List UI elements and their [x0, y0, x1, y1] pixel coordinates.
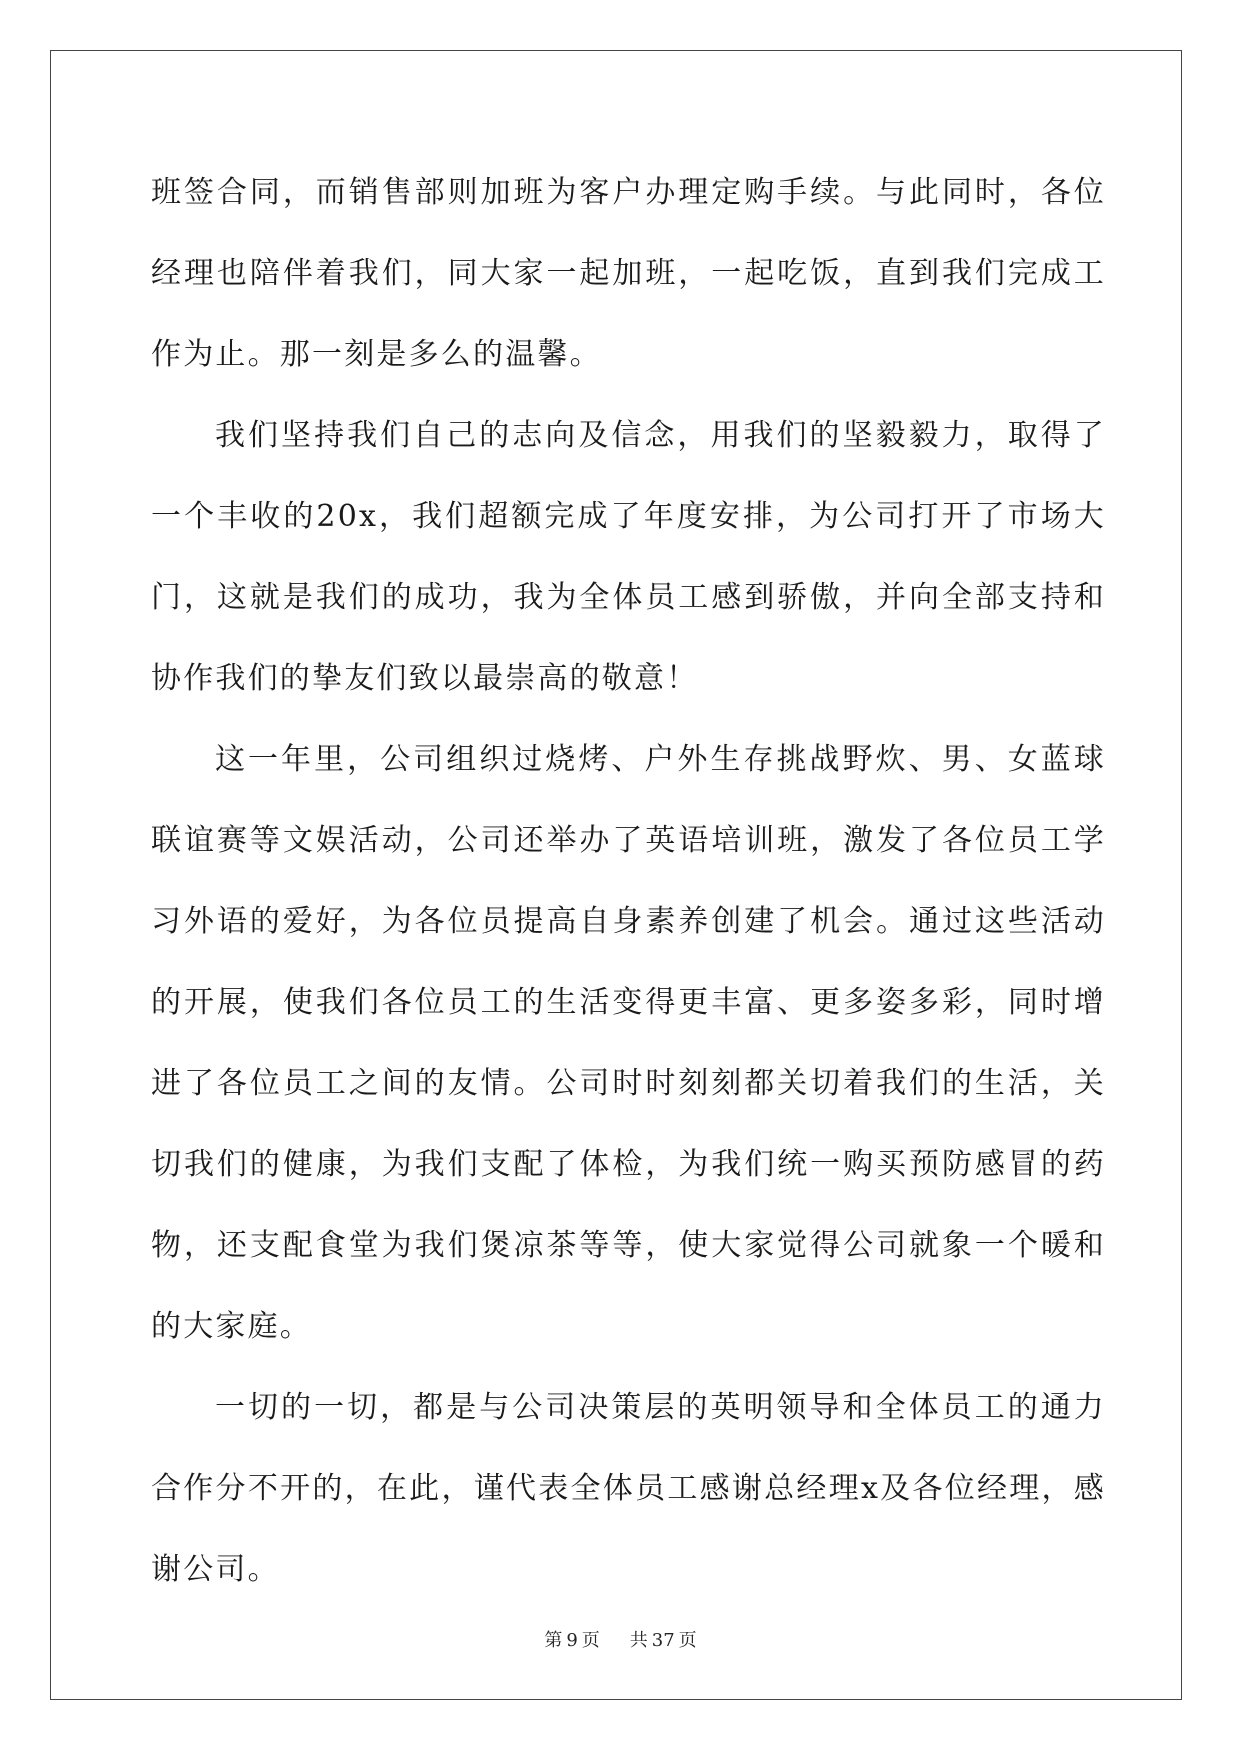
total-label-suffix: 页 — [678, 1630, 697, 1651]
paragraph-3: 这一年里，公司组织过烧烤、户外生存挑战野炊、男、女蓝球联谊赛等文娱活动，公司还举办了英语培训班，激发了各位员工学习外语的爱好，为各位员提高自身素养创建了机会。通过这些活动的开展，使我们各位员工的生活变得更丰富、更多姿多彩，同时增进了各位员工之间的友情。公司时时刻刻都关切着我们的生活，关切我们的健康，为我们支配了体检，为我们统一购买预防感冒的药物，还支配食堂为我们煲凉茶等等，使大家觉得公司就象一个暖和的大家庭。 — [151, 742, 1106, 1344]
page-number: 9 — [566, 1630, 578, 1651]
page-label-prefix: 第 — [544, 1630, 563, 1651]
paragraph-1: 班签合同，而销售部则加班为客户办理定购手续。与此同时，各位经理也陪伴着我们，同大家一起加班，一起吃饭，直到我们完成工作为止。那一刻是多么的温馨。 — [151, 175, 1106, 372]
page-label-suffix: 页 — [581, 1630, 600, 1651]
paragraph-4: 一切的一切，都是与公司决策层的英明领导和全体员工的通力合作分不开的，在此，谨代表全体员工感谢总经理x及各位经理，感谢公司。 — [151, 1390, 1106, 1587]
paragraph-2: 我们坚持我们自己的志向及信念，用我们的坚毅毅力，取得了一个丰收的20x，我们超额完成了年度安排，为公司打开了市场大门，这就是我们的成功，我为全体员工感到骄傲，并向全部支持和协作我们的挚友们致以最崇高的敬意！ — [151, 418, 1106, 696]
total-label-prefix: 共 — [629, 1630, 648, 1651]
document-body — [151, 152, 1106, 1610]
total-pages: 37 — [651, 1630, 675, 1651]
page-footer — [0, 1626, 1241, 1652]
